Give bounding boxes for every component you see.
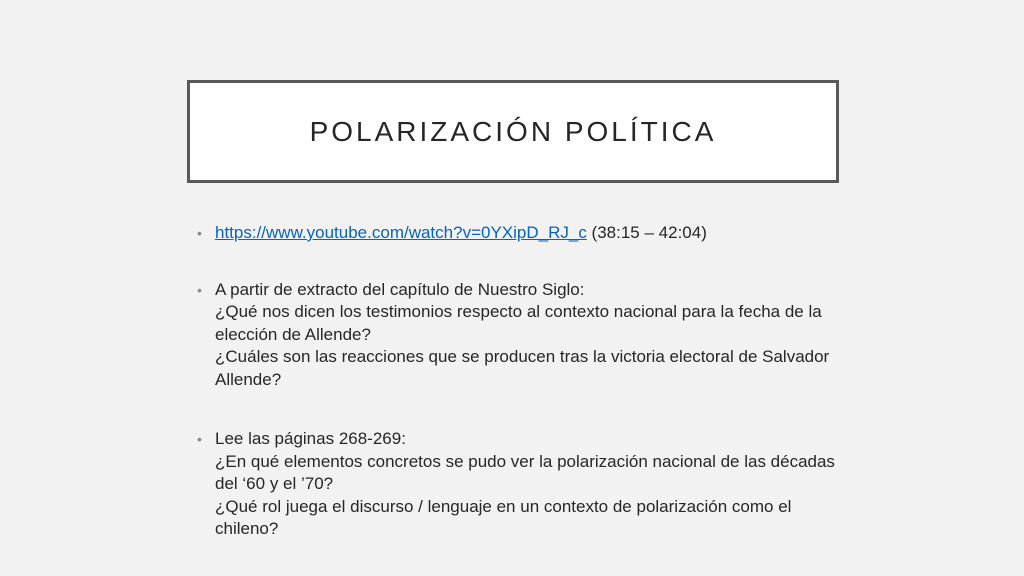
slide-content (197, 222, 837, 541)
bullet-question: ¿Qué nos dicen los testimonios respecto al contexto nacional para la fecha de la elección de Allende? (215, 302, 822, 344)
slide-title: POLARIZACIÓN POLÍTICA (309, 115, 717, 147)
youtube-link[interactable]: https://www.youtube.com/watch?v=0YXipD_RJ_c (215, 223, 587, 242)
bullet-question: ¿Qué rol juega el discurso / lenguaje en un contexto de polarización como el chileno? (215, 496, 792, 538)
bullet-intro: A partir de extracto del capítulo de Nuestro Siglo: (215, 279, 585, 299)
bullet-dot-icon: • (197, 225, 202, 241)
bullet-dot-icon: • (197, 281, 202, 298)
bullet-question: ¿Cuáles son las reacciones que se producen tras la victoria electoral de Salvador Allende? (215, 347, 830, 389)
bullet-item-video (197, 222, 837, 245)
bullet-dot-icon: • (197, 431, 202, 447)
bullet-text (215, 222, 837, 245)
title-box (187, 80, 839, 183)
bullet-item-nuestro-siglo (197, 279, 837, 392)
video-time-range: (38:15 – 42:04) (586, 223, 707, 242)
bullet-item-paginas (197, 428, 837, 541)
bullet-intro: Lee las páginas 268-269: (215, 429, 406, 448)
bullet-question: ¿En qué elementos concretos se pudo ver la polarización nacional de las décadas del ‘60 y el ’70? (215, 451, 835, 493)
